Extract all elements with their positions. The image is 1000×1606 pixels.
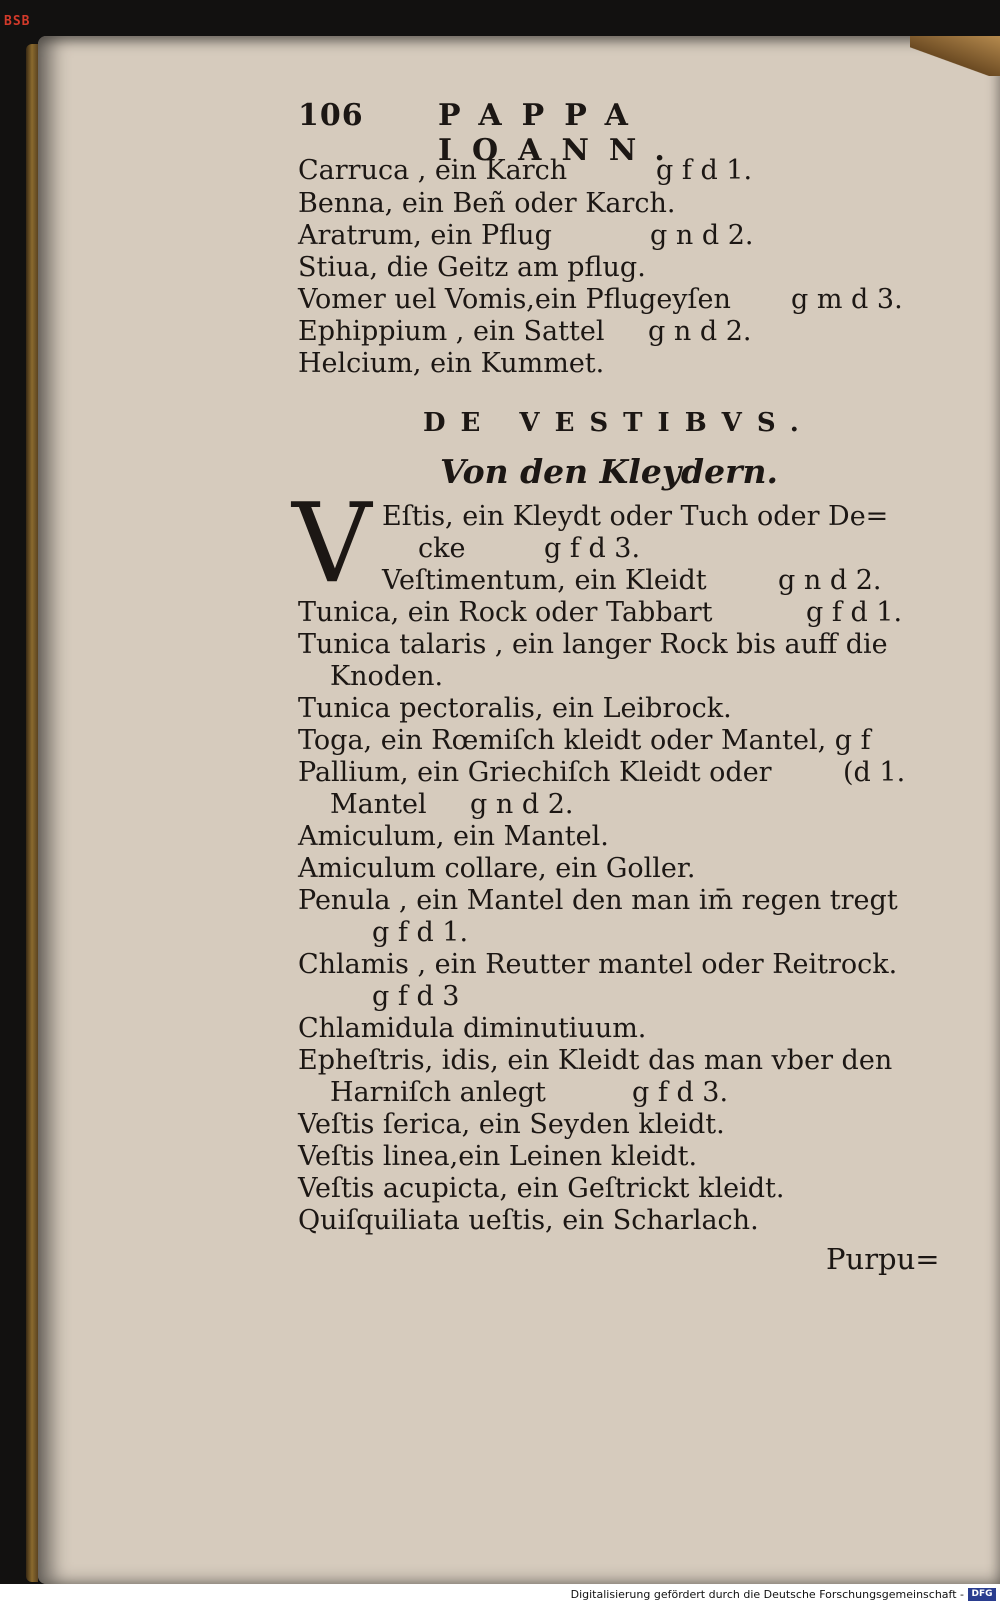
text-line: Amiculum collare, ein Goller.	[298, 853, 696, 884]
text-line: Tunica pectoralis, ein Leibrock.	[298, 693, 732, 724]
text-line: Vomer uel Vomis,ein Pflugeyſen g m d 3.	[298, 284, 903, 315]
text-line: g f d 3	[372, 981, 460, 1012]
text-line: Carruca , ein Karch g f d 1.	[298, 155, 753, 186]
text-line: g f d 1.	[372, 917, 469, 948]
text-line: Benna, ein Beñ oder Karch.	[298, 188, 676, 219]
text-line: Aratrum, ein Pflug g n d 2.	[298, 220, 754, 251]
text-line: Penula , ein Mantel den man im̄ regen tregt	[298, 885, 898, 916]
section-subheading: Von den Kleydern.	[440, 452, 778, 491]
text-line: Pallium, ein Griechiſch Kleidt oder (d 1.	[298, 757, 906, 788]
running-title: PAPPA IOANN.	[438, 98, 685, 168]
library-logo: BSB	[4, 14, 31, 29]
text-line: Tunica talaris , ein langer Rock bis auff die	[298, 629, 888, 660]
text-line: Epheſtris, idis, ein Kleidt das man vber den	[298, 1045, 893, 1076]
text-line: Harniſch anlegt g f d 3.	[330, 1077, 729, 1108]
text-line: cke g f d 3.	[418, 533, 641, 564]
page-corner	[910, 36, 1000, 76]
running-header	[298, 98, 860, 168]
text-line: Tunica, ein Rock oder Tabbart g f d 1.	[298, 597, 903, 628]
drop-capital: V	[292, 479, 372, 607]
text-line: Helcium, ein Kummet.	[298, 348, 605, 379]
text-line: Eſtis, ein Kleydt oder Tuch oder De=	[382, 501, 889, 532]
text-line: Knoden.	[330, 661, 444, 692]
dfg-logo: DFG	[968, 1588, 996, 1601]
funding-credit: Digitalisierung gefördert durch die Deutsche Forschungsgemeinschaft -	[570, 1588, 964, 1601]
book-edge	[26, 44, 38, 1582]
text-line: Stiua, die Geitz am pflug.	[298, 252, 646, 283]
text-line: Veſtis linea,ein Leinen kleidt.	[298, 1141, 698, 1172]
section-heading: DE VESTIBVS.	[423, 408, 814, 438]
text-line: Veſtis acupicta, ein Geſtrickt kleidt.	[298, 1173, 785, 1204]
text-line: Mantel g n d 2.	[330, 789, 574, 820]
footer-bar	[0, 1584, 1000, 1606]
text-line: Chlamis , ein Reutter mantel oder Reitrock.	[298, 949, 898, 980]
text-line: Quiſquiliata ueſtis, ein Scharlach.	[298, 1205, 759, 1236]
text-line: Veſtimentum, ein Kleidt g n d 2.	[382, 565, 882, 596]
page-number: 106	[298, 98, 364, 133]
text-line: Toga, ein Rœmiſch kleidt oder Mantel, g f	[298, 725, 871, 756]
text-line: Veſtis ſerica, ein Seyden kleidt.	[298, 1109, 725, 1140]
text-line: Chlamidula diminutiuum.	[298, 1013, 647, 1044]
catchword: Purpu=	[826, 1242, 940, 1276]
text-line: Amiculum, ein Mantel.	[298, 821, 609, 852]
text-line: Ephippium , ein Sattel g n d 2.	[298, 316, 752, 347]
